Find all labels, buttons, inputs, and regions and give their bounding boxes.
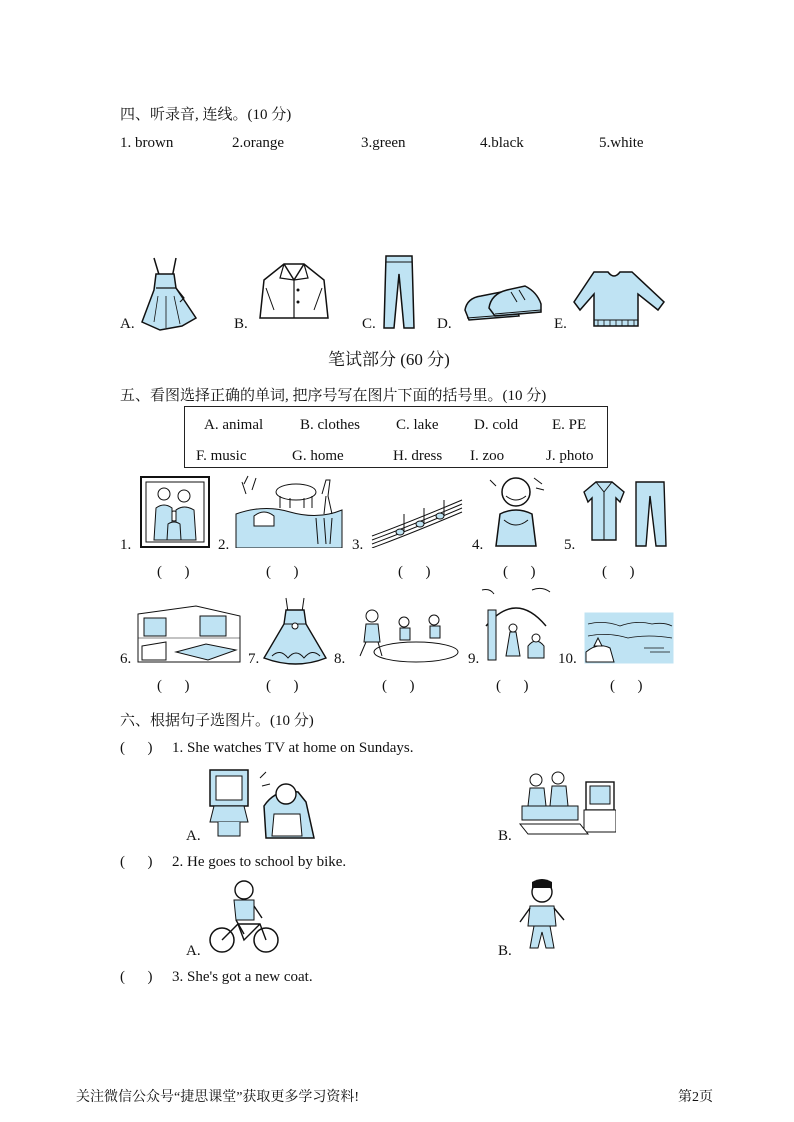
picture-label-1: 1. (120, 537, 132, 553)
q1-text: 1. She watches TV at home on Sundays. (172, 740, 414, 756)
shoes-icon (461, 280, 545, 328)
word-orange: 2.orange (232, 135, 285, 151)
dress-icon-2 (260, 596, 330, 668)
option-clothes: B. clothes (300, 417, 360, 433)
label-c: C. (362, 316, 376, 332)
answer-blank-6[interactable]: ( ) (157, 678, 190, 694)
picture-label-5: 5. (564, 537, 576, 553)
answer-blank-7[interactable]: ( ) (266, 678, 299, 694)
family-photo-icon (140, 476, 210, 548)
lake-icon (584, 612, 674, 664)
option-lake: C. lake (396, 417, 439, 433)
bedroom-home-icon (136, 602, 242, 666)
q2-option-b-label: B. (498, 943, 512, 959)
sweater-icon (572, 268, 668, 330)
word-green: 3.green (361, 135, 406, 151)
answer-blank-1[interactable]: ( ) (157, 564, 190, 580)
option-animal: A. animal (204, 417, 264, 433)
footer-note: 关注微信公众号“捷思课堂”获取更多学习资料! (76, 1090, 360, 1105)
q3-text: 3. She's got a new coat. (172, 969, 313, 985)
trousers-icon (382, 254, 416, 330)
boy-walking-icon (516, 878, 568, 954)
family-watching-tv-icon (518, 768, 616, 838)
label-b: B. (234, 316, 248, 332)
section4-heading: 四、听录音, 连线。(10 分) (120, 107, 292, 123)
option-home: G. home (292, 448, 344, 464)
option-pe: E. PE (552, 417, 587, 433)
zoo-gate-icon (476, 586, 554, 664)
cold-grandpa-icon (486, 470, 546, 550)
q2-text: 2. He goes to school by bike. (172, 854, 347, 870)
dress-icon (136, 256, 210, 332)
clothes-icon (578, 478, 668, 548)
option-zoo: I. zoo (470, 448, 505, 464)
answer-blank-5[interactable]: ( ) (602, 564, 635, 580)
music-notes-icon (370, 496, 466, 548)
answer-blank-10[interactable]: ( ) (610, 678, 643, 694)
picture-label-6: 6. (120, 651, 132, 667)
boy-riding-bike-icon (208, 878, 280, 956)
q1-option-b-label: B. (498, 828, 512, 844)
q1-option-a-label: A. (186, 828, 201, 844)
page-number: 第2页 (678, 1090, 713, 1105)
picture-label-9: 9. (468, 651, 480, 667)
picture-label-7: 7. (248, 651, 260, 667)
running-kids-icon (352, 606, 460, 666)
option-music: F. music (196, 448, 247, 464)
option-cold: D. cold (474, 417, 519, 433)
q2-answer-blank[interactable]: ( ) (120, 854, 153, 870)
label-e: E. (554, 316, 567, 332)
word-white: 5.white (599, 135, 644, 151)
word-black: 4.black (480, 135, 524, 151)
answer-blank-8[interactable]: ( ) (382, 678, 415, 694)
picture-label-2: 2. (218, 537, 230, 553)
answer-blank-3[interactable]: ( ) (398, 564, 431, 580)
shirt-icon (254, 258, 334, 328)
picture-label-4: 4. (472, 537, 484, 553)
girl-watching-tv-icon (206, 764, 318, 840)
section5-heading: 五、看图选择正确的单词, 把序号写在图片下面的括号里。(10 分) (120, 388, 547, 404)
picture-label-8: 8. (334, 651, 346, 667)
zoo-animals-icon (234, 474, 344, 548)
option-photo: J. photo (546, 448, 594, 464)
word-brown: 1. brown (120, 135, 174, 151)
answer-blank-4[interactable]: ( ) (503, 564, 536, 580)
answer-blank-9[interactable]: ( ) (496, 678, 529, 694)
label-d: D. (437, 316, 452, 332)
answer-blank-2[interactable]: ( ) (266, 564, 299, 580)
q3-answer-blank[interactable]: ( ) (120, 969, 153, 985)
picture-label-10: 10. (558, 651, 577, 667)
q1-answer-blank[interactable]: ( ) (120, 740, 153, 756)
label-a: A. (120, 316, 135, 332)
q2-option-a-label: A. (186, 943, 201, 959)
picture-label-3: 3. (352, 537, 364, 553)
written-part-title: 笔试部分 (60 分) (328, 350, 450, 369)
option-dress: H. dress (393, 448, 443, 464)
section6-heading: 六、根据句子选图片。(10 分) (120, 713, 314, 729)
